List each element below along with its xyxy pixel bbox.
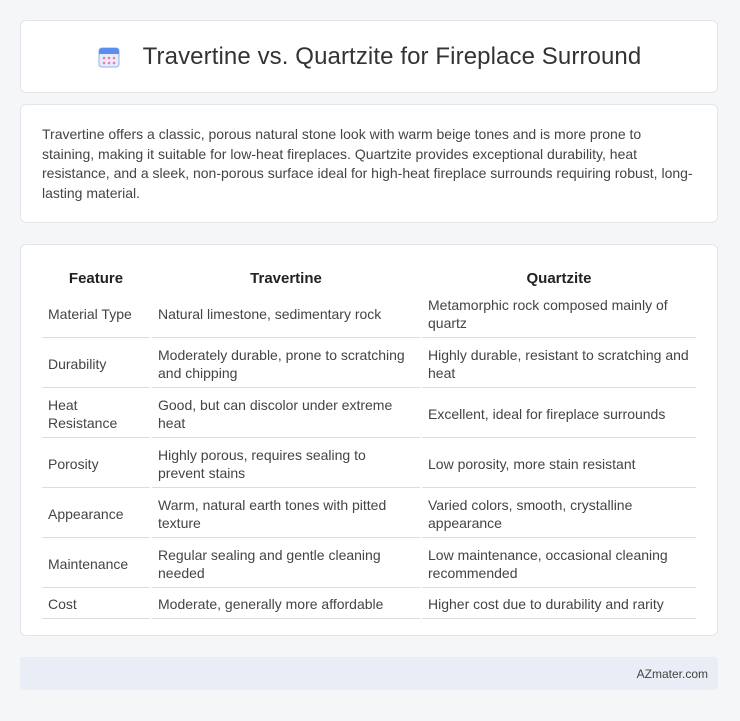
calendar-icon bbox=[97, 45, 121, 69]
quartzite-cell: Highly durable, resistant to scratching and heat bbox=[422, 340, 696, 388]
feature-cell: Maintenance bbox=[42, 540, 150, 588]
feature-cell: Porosity bbox=[42, 440, 150, 488]
travertine-cell: Moderately durable, prone to scratching and chipping bbox=[152, 340, 420, 388]
table-row bbox=[42, 540, 696, 588]
quartzite-cell: Low porosity, more stain resistant bbox=[422, 440, 696, 488]
travertine-cell: Good, but can discolor under extreme heat bbox=[152, 390, 420, 438]
feature-cell: Material Type bbox=[42, 290, 150, 338]
table-row bbox=[42, 390, 696, 438]
feature-cell: Durability bbox=[42, 340, 150, 388]
intro-card bbox=[20, 104, 718, 223]
quartzite-cell: Varied colors, smooth, crystalline appearance bbox=[422, 490, 696, 538]
comparison-table-card bbox=[20, 244, 718, 636]
travertine-cell: Natural limestone, sedimentary rock bbox=[152, 290, 420, 338]
travertine-cell: Moderate, generally more affordable bbox=[152, 590, 420, 619]
quartzite-cell: Metamorphic rock composed mainly of quartz bbox=[422, 290, 696, 338]
title-card bbox=[20, 20, 718, 93]
header-travertine: Travertine bbox=[250, 270, 322, 287]
feature-cell: Cost bbox=[42, 590, 150, 619]
quartzite-cell: Higher cost due to durability and rarity bbox=[422, 590, 696, 619]
travertine-cell: Highly porous, requires sealing to prevent stains bbox=[152, 440, 420, 488]
table-row bbox=[42, 340, 696, 388]
header-quartzite: Quartzite bbox=[526, 270, 592, 287]
footer-brand: AZmater.com bbox=[636, 666, 708, 681]
quartzite-cell: Low maintenance, occasional cleaning recommended bbox=[422, 540, 696, 588]
page-title: Travertine vs. Quartzite for Fireplace Surround bbox=[142, 42, 642, 70]
table-row bbox=[42, 290, 696, 338]
comparison-table bbox=[40, 264, 698, 621]
table-row bbox=[42, 490, 696, 538]
header-feature: Feature bbox=[68, 270, 124, 287]
table-header-row bbox=[42, 266, 696, 288]
table-row bbox=[42, 590, 696, 619]
travertine-cell: Regular sealing and gentle cleaning needed bbox=[152, 540, 420, 588]
quartzite-cell: Excellent, ideal for fireplace surrounds bbox=[422, 390, 696, 438]
feature-cell: Appearance bbox=[42, 490, 150, 538]
table-row bbox=[42, 440, 696, 488]
footer bbox=[20, 657, 718, 690]
intro-text: Travertine offers a classic, porous natural stone look with warm beige tones and is more prone to staining, making it suitable for low-heat fireplaces. Quartzite provides exceptional durability, heat resistance, and a sleek, non-porous surface ideal for high-heat fireplace surrounds requiring robust, long-lasting material. bbox=[42, 126, 693, 201]
feature-cell: Heat Resistance bbox=[42, 390, 150, 438]
travertine-cell: Warm, natural earth tones with pitted texture bbox=[152, 490, 420, 538]
